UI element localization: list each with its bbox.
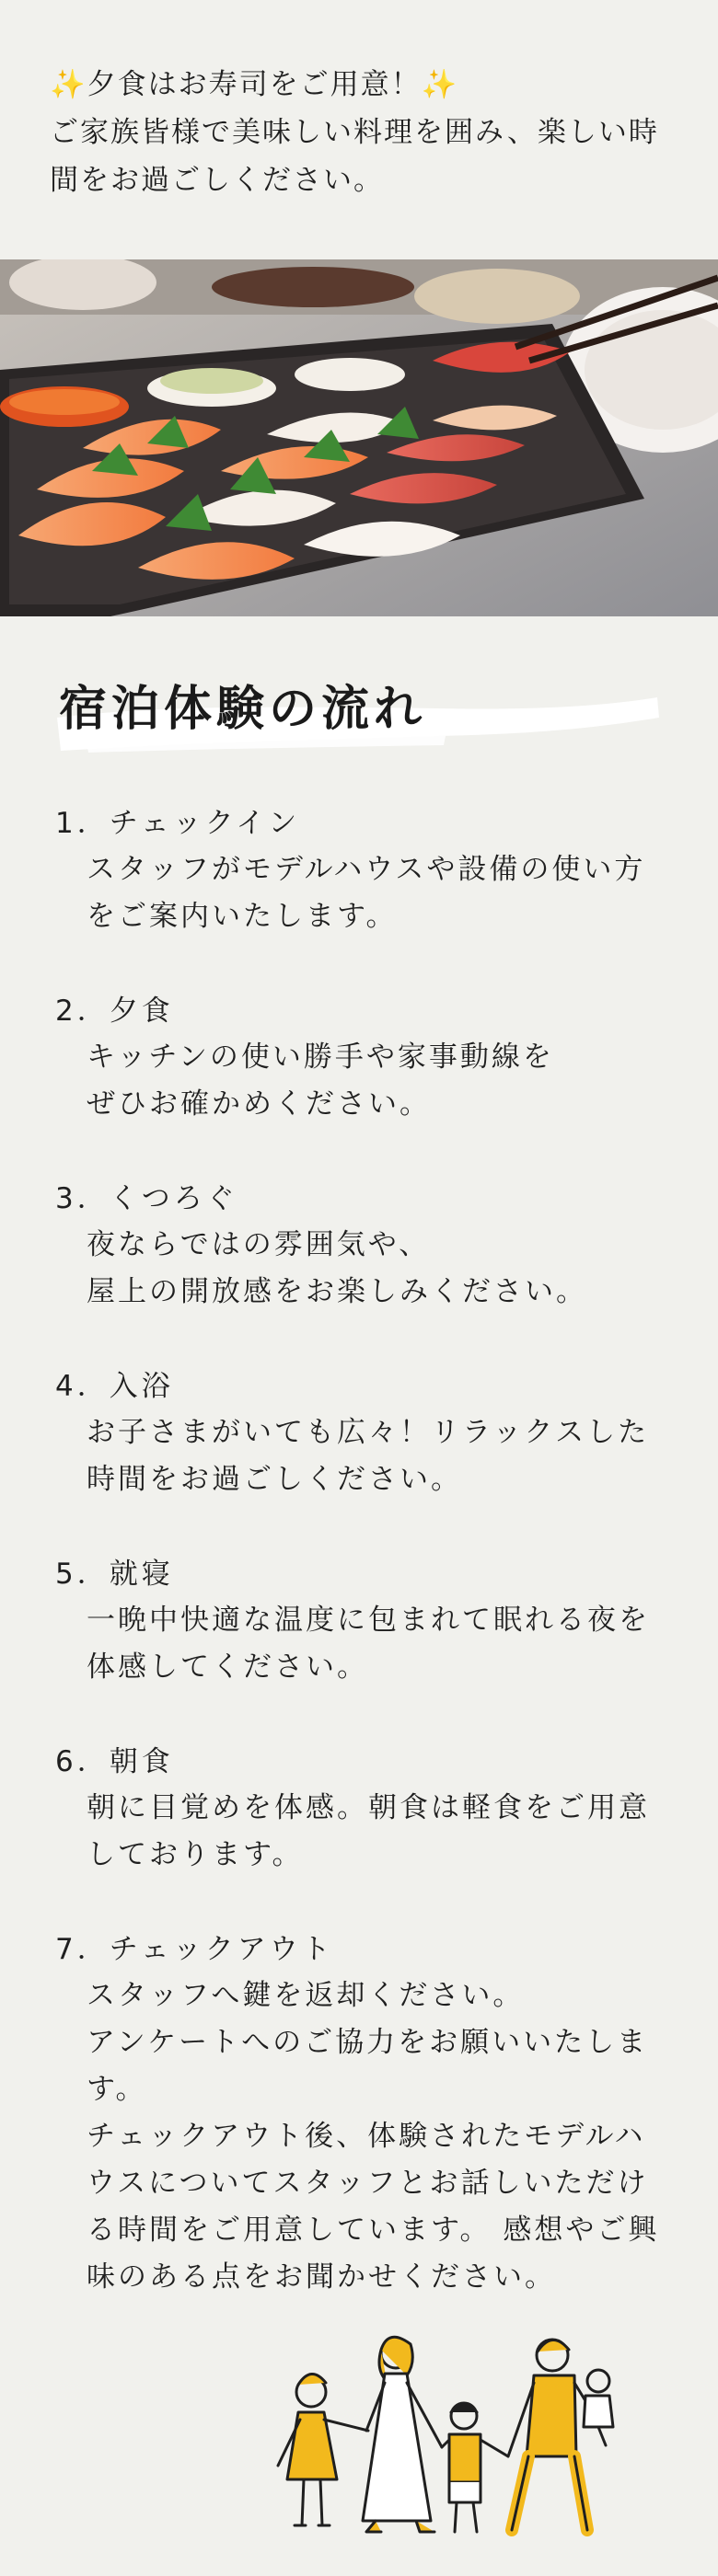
list-item (55, 988, 663, 1128)
step-heading: 1．チェックイン (55, 807, 301, 840)
step-description: 朝に目覚めを体感。朝食は軽食をご用意しております。 (87, 1791, 650, 1871)
intro-text (50, 61, 685, 204)
step-heading: 2．夕食 (55, 995, 174, 1028)
intro-line-1: 夕食はお寿司をご用意！ (87, 68, 422, 101)
step-description: 夜ならではの雰囲気や、 屋上の開放感をお楽しみください。 (87, 1228, 587, 1308)
sparkle-icon: ✨ (50, 68, 87, 101)
steps-list (55, 800, 663, 2349)
step-description: 一晩中快適な温度に包まれて眠れる夜を体感してください。 (87, 1604, 650, 1684)
section-title-block (50, 661, 676, 762)
list-item (55, 1926, 663, 2301)
sushi-photo (0, 259, 718, 616)
step-description: スタッフへ鍵を返却ください。 アンケートへのご協力をお願いいたします。 チェックアウト後、体験されたモデルハウスについてスタッフとお話しいただける時間をご用意しています。 感想やご興味のある点をお聞かせください。 (87, 1979, 660, 2294)
list-item (55, 800, 663, 940)
step-heading: 6．朝食 (55, 1745, 174, 1778)
step-description: お子さまがいても広々！リラックスした時間をお過ごしください。 (87, 1416, 650, 1496)
family-illustration-icon (267, 2328, 672, 2548)
step-description: スタッフがモデルハウスや設備の使い方をご案内いたします。 (87, 853, 646, 933)
intro-line-2: ご家族皆様で美味しい料理を囲み、楽しい時間をお過ごしください。 (50, 116, 659, 197)
page-title: 宿泊体験の流れ (59, 682, 427, 737)
step-heading: 7．チェックアウト (55, 1933, 334, 1966)
list-item (55, 1739, 663, 1879)
step-heading: 5．就寝 (55, 1558, 174, 1591)
sparkle-icon: ✨ (421, 68, 459, 101)
step-heading: 3．くつろぐ (55, 1182, 238, 1215)
list-item (55, 1363, 663, 1503)
step-heading: 4．入浴 (55, 1370, 174, 1403)
list-item (55, 1551, 663, 1691)
list-item (55, 1176, 663, 1316)
step-description: キッチンの使い勝手や家事動線を ぜひお確かめください。 (87, 1041, 554, 1121)
